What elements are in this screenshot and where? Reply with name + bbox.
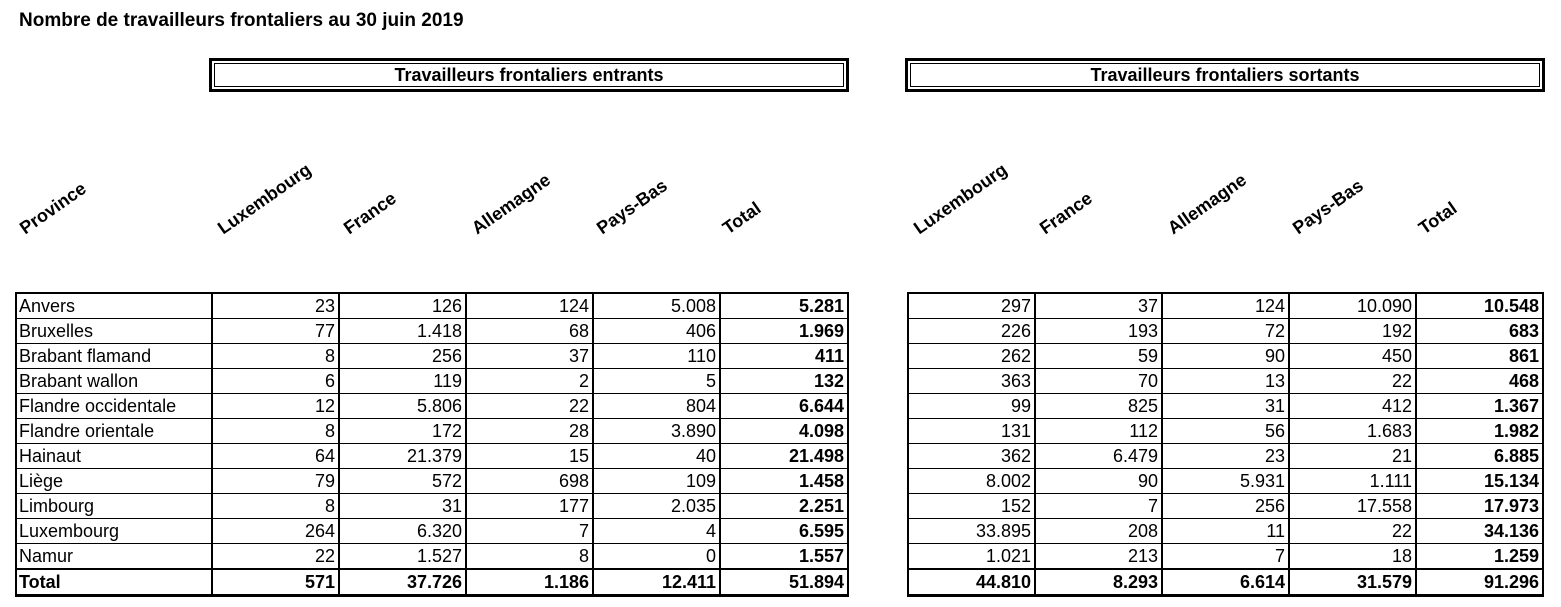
entrants-total-cell: 6.644 <box>720 394 848 419</box>
province-cell: Limbourg <box>16 494 212 519</box>
entrants-luxembourg-cell: 22 <box>212 544 339 570</box>
entrants-luxembourg-cell: 8 <box>212 494 339 519</box>
entrants-france-cell: 1.418 <box>339 319 466 344</box>
sortants-luxembourg-cell: 8.002 <box>908 469 1035 494</box>
column-header-sortants-total: Total <box>1414 197 1461 239</box>
sortants-luxembourg-cell: 152 <box>908 494 1035 519</box>
table-row <box>908 494 1543 519</box>
entrants-pays-bas-cell: 4 <box>593 519 720 544</box>
province-cell: Bruxelles <box>16 319 212 344</box>
entrants-luxembourg-cell: 79 <box>212 469 339 494</box>
sortants-total-cell: 17.973 <box>1416 494 1543 519</box>
sortants-france-cell: 70 <box>1035 369 1162 394</box>
entrants-france-cell: 6.320 <box>339 519 466 544</box>
sortants-france-cell: 193 <box>1035 319 1162 344</box>
entrants-france-cell: 119 <box>339 369 466 394</box>
sortants-luxembourg-cell: 33.895 <box>908 519 1035 544</box>
sortants-allemagne-cell: 5.931 <box>1162 469 1289 494</box>
entrants-pays-bas-cell: 40 <box>593 444 720 469</box>
column-header-entrants-allemagne: Allemagne <box>467 169 554 239</box>
column-header-sortants-allemagne: Allemagne <box>1163 169 1250 239</box>
entrants-total-cell: 411 <box>720 344 848 369</box>
sortants-pays-bas-cell: 17.558 <box>1289 494 1416 519</box>
entrants-allemagne-cell: 68 <box>466 319 593 344</box>
sortants-pays-bas-cell: 22 <box>1289 519 1416 544</box>
table-row <box>908 419 1543 444</box>
entrants-allemagne-cell: 2 <box>466 369 593 394</box>
sortants-france-cell: 112 <box>1035 419 1162 444</box>
province-cell: Liège <box>16 469 212 494</box>
column-header-sortants-luxembourg: Luxembourg <box>909 159 1011 239</box>
sortants-pays-bas-cell: 412 <box>1289 394 1416 419</box>
entrants-allemagne-cell: 698 <box>466 469 593 494</box>
entrants-luxembourg-cell: 8 <box>212 419 339 444</box>
column-header-province: Province <box>15 178 90 239</box>
table-entrants <box>15 292 849 597</box>
entrants-total-cell: 2.251 <box>720 494 848 519</box>
sortants-allemagne-cell: 7 <box>1162 544 1289 570</box>
table-row <box>16 519 848 544</box>
entrants-france-cell: 37.726 <box>339 569 466 596</box>
sortants-luxembourg-cell: 363 <box>908 369 1035 394</box>
entrants-luxembourg-cell: 77 <box>212 319 339 344</box>
entrants-total-cell: 6.595 <box>720 519 848 544</box>
sortants-france-cell: 7 <box>1035 494 1162 519</box>
table-row <box>16 469 848 494</box>
sortants-total-cell: 15.134 <box>1416 469 1543 494</box>
sortants-allemagne-cell: 256 <box>1162 494 1289 519</box>
entrants-pays-bas-cell: 12.411 <box>593 569 720 596</box>
sortants-luxembourg-cell: 362 <box>908 444 1035 469</box>
sortants-france-cell: 208 <box>1035 519 1162 544</box>
sortants-allemagne-cell: 11 <box>1162 519 1289 544</box>
entrants-total-cell: 51.894 <box>720 569 848 596</box>
entrants-pays-bas-cell: 109 <box>593 469 720 494</box>
entrants-luxembourg-cell: 264 <box>212 519 339 544</box>
sortants-total-cell: 861 <box>1416 344 1543 369</box>
province-cell: Total <box>16 569 212 596</box>
entrants-luxembourg-cell: 12 <box>212 394 339 419</box>
sortants-luxembourg-cell: 131 <box>908 419 1035 444</box>
table-row <box>16 419 848 444</box>
sortants-pays-bas-cell: 22 <box>1289 369 1416 394</box>
column-header-entrants-total: Total <box>718 197 765 239</box>
entrants-pays-bas-cell: 3.890 <box>593 419 720 444</box>
sortants-allemagne-cell: 56 <box>1162 419 1289 444</box>
sortants-total-cell: 6.885 <box>1416 444 1543 469</box>
sortants-allemagne-cell: 124 <box>1162 293 1289 319</box>
entrants-pays-bas-cell: 2.035 <box>593 494 720 519</box>
table-sortants <box>907 292 1544 597</box>
entrants-total-cell: 1.557 <box>720 544 848 570</box>
sortants-allemagne-cell: 90 <box>1162 344 1289 369</box>
entrants-allemagne-cell: 28 <box>466 419 593 444</box>
sortants-luxembourg-cell: 297 <box>908 293 1035 319</box>
table-row <box>16 369 848 394</box>
entrants-allemagne-cell: 7 <box>466 519 593 544</box>
table-total-row <box>16 569 848 596</box>
entrants-france-cell: 5.806 <box>339 394 466 419</box>
sortants-total-cell: 91.296 <box>1416 569 1543 596</box>
entrants-luxembourg-cell: 23 <box>212 293 339 319</box>
sortants-france-cell: 6.479 <box>1035 444 1162 469</box>
entrants-luxembourg-cell: 64 <box>212 444 339 469</box>
column-header-sortants-france: France <box>1035 187 1096 239</box>
entrants-luxembourg-cell: 571 <box>212 569 339 596</box>
province-cell: Flandre occidentale <box>16 394 212 419</box>
entrants-pays-bas-cell: 5 <box>593 369 720 394</box>
sortants-allemagne-cell: 23 <box>1162 444 1289 469</box>
sortants-pays-bas-cell: 10.090 <box>1289 293 1416 319</box>
entrants-pays-bas-cell: 804 <box>593 394 720 419</box>
page-title: Nombre de travailleurs frontaliers au 30 juin 2019 <box>19 10 464 31</box>
sortants-total-cell: 1.259 <box>1416 544 1543 570</box>
table-row <box>908 344 1543 369</box>
sortants-luxembourg-cell: 262 <box>908 344 1035 369</box>
table-row <box>16 293 848 319</box>
entrants-france-cell: 572 <box>339 469 466 494</box>
entrants-pays-bas-cell: 406 <box>593 319 720 344</box>
sortants-total-cell: 468 <box>1416 369 1543 394</box>
province-cell: Hainaut <box>16 444 212 469</box>
sortants-allemagne-cell: 72 <box>1162 319 1289 344</box>
entrants-france-cell: 31 <box>339 494 466 519</box>
sortants-luxembourg-cell: 1.021 <box>908 544 1035 570</box>
table-total-row <box>908 569 1543 596</box>
province-cell: Brabant flamand <box>16 344 212 369</box>
province-cell: Namur <box>16 544 212 570</box>
sortants-total-cell: 10.548 <box>1416 293 1543 319</box>
entrants-allemagne-cell: 177 <box>466 494 593 519</box>
sortants-pays-bas-cell: 21 <box>1289 444 1416 469</box>
table-row <box>908 444 1543 469</box>
entrants-luxembourg-cell: 8 <box>212 344 339 369</box>
group-header-sortants: Travailleurs frontaliers sortants <box>905 58 1545 92</box>
column-header-sortants-pays-bas: Pays-Bas <box>1288 175 1367 239</box>
sortants-total-cell: 1.367 <box>1416 394 1543 419</box>
entrants-luxembourg-cell: 6 <box>212 369 339 394</box>
sortants-allemagne-cell: 13 <box>1162 369 1289 394</box>
group-header-entrants: Travailleurs frontaliers entrants <box>209 58 849 92</box>
column-header-entrants-luxembourg: Luxembourg <box>213 159 315 239</box>
sortants-luxembourg-cell: 44.810 <box>908 569 1035 596</box>
entrants-allemagne-cell: 22 <box>466 394 593 419</box>
table-row <box>908 544 1543 570</box>
entrants-total-cell: 21.498 <box>720 444 848 469</box>
table-row <box>908 394 1543 419</box>
entrants-france-cell: 172 <box>339 419 466 444</box>
column-header-entrants-pays-bas: Pays-Bas <box>592 175 671 239</box>
sortants-france-cell: 90 <box>1035 469 1162 494</box>
entrants-total-cell: 1.969 <box>720 319 848 344</box>
entrants-allemagne-cell: 1.186 <box>466 569 593 596</box>
table-row <box>16 319 848 344</box>
sortants-france-cell: 59 <box>1035 344 1162 369</box>
province-cell: Brabant wallon <box>16 369 212 394</box>
entrants-total-cell: 132 <box>720 369 848 394</box>
entrants-france-cell: 21.379 <box>339 444 466 469</box>
entrants-france-cell: 1.527 <box>339 544 466 570</box>
entrants-allemagne-cell: 124 <box>466 293 593 319</box>
table-row <box>16 544 848 570</box>
sortants-allemagne-cell: 6.614 <box>1162 569 1289 596</box>
table-row <box>16 344 848 369</box>
sortants-pays-bas-cell: 450 <box>1289 344 1416 369</box>
sortants-luxembourg-cell: 99 <box>908 394 1035 419</box>
sortants-total-cell: 34.136 <box>1416 519 1543 544</box>
table-row <box>908 469 1543 494</box>
table-row <box>16 394 848 419</box>
table-row <box>908 293 1543 319</box>
province-cell: Luxembourg <box>16 519 212 544</box>
sortants-france-cell: 825 <box>1035 394 1162 419</box>
column-header-entrants-france: France <box>339 187 400 239</box>
entrants-allemagne-cell: 37 <box>466 344 593 369</box>
entrants-total-cell: 4.098 <box>720 419 848 444</box>
sortants-total-cell: 683 <box>1416 319 1543 344</box>
entrants-france-cell: 126 <box>339 293 466 319</box>
sortants-pays-bas-cell: 31.579 <box>1289 569 1416 596</box>
sortants-pays-bas-cell: 192 <box>1289 319 1416 344</box>
sortants-total-cell: 1.982 <box>1416 419 1543 444</box>
sortants-luxembourg-cell: 226 <box>908 319 1035 344</box>
entrants-allemagne-cell: 15 <box>466 444 593 469</box>
sortants-france-cell: 37 <box>1035 293 1162 319</box>
sortants-pays-bas-cell: 1.111 <box>1289 469 1416 494</box>
province-cell: Flandre orientale <box>16 419 212 444</box>
entrants-total-cell: 1.458 <box>720 469 848 494</box>
entrants-pays-bas-cell: 110 <box>593 344 720 369</box>
sortants-pays-bas-cell: 1.683 <box>1289 419 1416 444</box>
table-row <box>908 319 1543 344</box>
province-cell: Anvers <box>16 293 212 319</box>
entrants-pays-bas-cell: 5.008 <box>593 293 720 319</box>
entrants-allemagne-cell: 8 <box>466 544 593 570</box>
sortants-pays-bas-cell: 18 <box>1289 544 1416 570</box>
table-row <box>908 519 1543 544</box>
sortants-france-cell: 213 <box>1035 544 1162 570</box>
entrants-total-cell: 5.281 <box>720 293 848 319</box>
entrants-france-cell: 256 <box>339 344 466 369</box>
entrants-pays-bas-cell: 0 <box>593 544 720 570</box>
table-row <box>908 369 1543 394</box>
sortants-france-cell: 8.293 <box>1035 569 1162 596</box>
table-row <box>16 494 848 519</box>
table-row <box>16 444 848 469</box>
sortants-allemagne-cell: 31 <box>1162 394 1289 419</box>
